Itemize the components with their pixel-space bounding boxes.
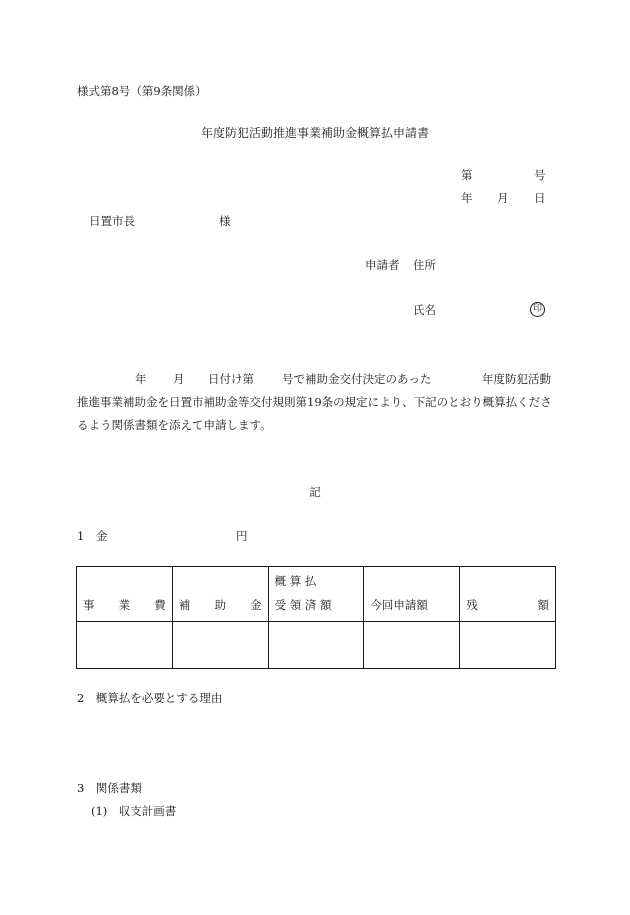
- body-month: 月: [173, 372, 185, 386]
- cell-project-cost[interactable]: [77, 622, 173, 669]
- cell-current-request[interactable]: [364, 622, 460, 669]
- body-date-suffix: 日付け第: [208, 372, 254, 386]
- header-current-request-text: 今回申請額: [370, 598, 428, 612]
- cell-received[interactable]: [268, 622, 364, 669]
- date-day-label: 日: [534, 191, 546, 205]
- header-subsidy: [172, 567, 268, 622]
- header-received-line2: 受 領 済 額: [274, 598, 332, 612]
- seal-mark: 印: [530, 302, 545, 317]
- header-balance: [460, 567, 556, 622]
- document-title: 年度防犯活動推進事業補助金概算払申請書: [200, 126, 429, 140]
- address-label: 住所: [413, 258, 436, 272]
- document-number-suffix: 号: [534, 168, 546, 182]
- section2-heading: 2 概算払を必要とする理由: [77, 691, 223, 705]
- section1-unit: 円: [236, 529, 248, 543]
- date-month-label: 月: [497, 191, 509, 205]
- cell-balance[interactable]: [460, 622, 556, 669]
- header-received: [268, 567, 364, 622]
- body-decision-text: 号で補助金交付決定のあった: [282, 372, 432, 386]
- section1-number: 1: [77, 529, 85, 543]
- header-project-cost-text: 事 業 費: [83, 598, 166, 612]
- header-received-line1: 概 算 払: [274, 574, 317, 588]
- header-current-request: [364, 567, 460, 622]
- body-text-line-3: るよう関係書類を添えて申請します。: [77, 418, 272, 432]
- header-project-cost: [77, 567, 173, 622]
- header-balance-text: 残 額: [466, 598, 549, 612]
- name-label: 氏名: [413, 303, 436, 317]
- body-fiscal-year-text: 年度防犯活動: [482, 372, 551, 386]
- form-number: 様式第8号（第9条関係）: [77, 84, 207, 98]
- section3-heading: 3 関係書類: [77, 781, 142, 795]
- ki-heading: 記: [309, 485, 321, 499]
- cell-subsidy[interactable]: [172, 622, 268, 669]
- body-text-line-2: 推進事業補助金を日置市補助金等交付規則第19条の規定により、下記のとおり概算払くださ: [77, 395, 552, 409]
- addressee-honorific: 様: [219, 214, 231, 228]
- date-year-label: 年: [461, 191, 473, 205]
- applicant-label: 申請者: [365, 258, 400, 272]
- document-number-label: 第: [461, 168, 473, 182]
- section1-label: 金: [96, 529, 108, 543]
- header-subsidy-text: 補 助 金: [178, 598, 262, 612]
- addressee-name: 日置市長: [89, 214, 135, 228]
- body-year: 年: [135, 372, 147, 386]
- amount-table: [76, 566, 556, 669]
- section3-item: (1) 収支計画書: [91, 804, 177, 818]
